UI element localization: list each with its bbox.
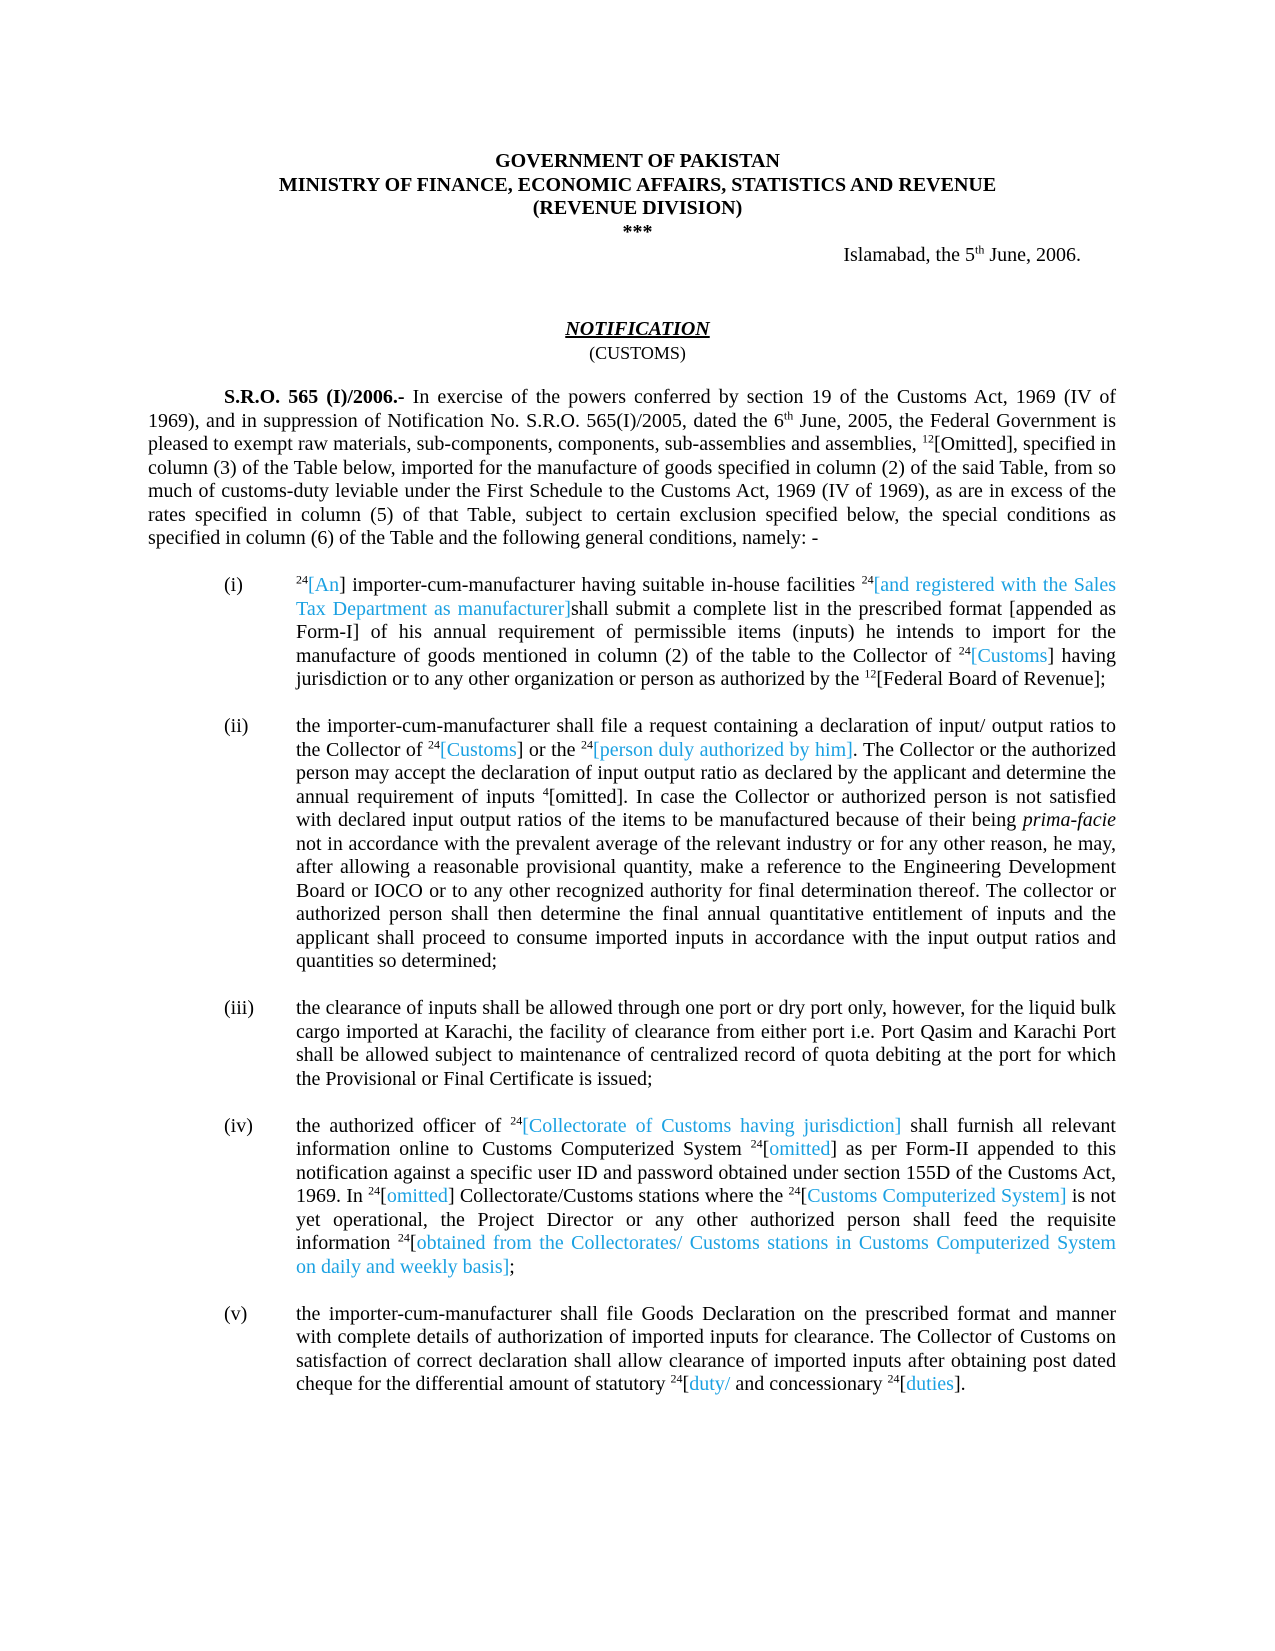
header-government: GOVERNMENT OF PAKISTAN	[495, 150, 780, 172]
condition-number: (i)	[224, 574, 243, 596]
body-text: the clearance of inputs shall be allowed through one port or dry port only, however, for the liquid bulk cargo imported at Karachi, the facility of clearance from either port i.e. Port Qasim and Karachi Port shall be allowed subject to maintenance of centralized record of quota debiting at the port for which the Provisional or Final Certificate is issued;	[296, 997, 1116, 1090]
notification-title: NOTIFICATION	[565, 318, 710, 340]
condition-item	[148, 1112, 1117, 1280]
body-text: [Federal Board of Revenue];	[876, 668, 1106, 690]
condition-text	[296, 997, 1116, 1091]
body-text: ;	[509, 1255, 515, 1278]
body-text: ] as per Form-II appended to this notification against a specific user ID and password obtained under section 155D of the Customs Act, 1969. In	[296, 1138, 1117, 1207]
header-stars: ***	[622, 220, 653, 243]
header-division: (REVENUE DIVISION)	[532, 197, 743, 219]
body-text: ] having jurisdiction or to any other organization or person as authorized by the	[296, 644, 1116, 690]
body-text: the authorized officer of	[296, 1114, 511, 1137]
footnote-ref: 24	[670, 1371, 683, 1386]
footnote-ref: 24	[368, 1183, 381, 1198]
condition-text	[296, 1112, 1117, 1280]
body-text: shall submit a complete list in the prescribed format [appended as Form-I] of his annual requirement of permissible items (inputs) he intends to import for the manufacture of goods mentioned in column (2) of the table to the Collector of	[296, 597, 1117, 667]
condition-item	[148, 715, 1116, 974]
footnote-ref: 24	[397, 1230, 410, 1245]
dateline-date: June, 2006.	[984, 244, 1081, 266]
amended-text: Customs Computerized System]	[807, 1185, 1067, 1207]
body-text: [	[682, 1373, 690, 1395]
body-text: [	[762, 1138, 770, 1160]
body-text: the importer-cum-manufacturer shall file Goods Declaration on the prescribed format and manner with complete details of authorization of imported inputs for clearance. The Collector of Customs on satisfaction of correct declaration shall allow clearance of imported inputs after obtaining post dated cheque for the differential amount of statutory	[296, 1302, 1116, 1395]
footnote-ref: 24	[788, 1183, 801, 1198]
body-text: . The Collector or the authorized person may accept the declaration of input output ratio as declared by the applicant and determine the annual requirement of inputs	[296, 738, 1116, 808]
amended-text: duty/	[689, 1373, 731, 1395]
footnote-ref: 24	[887, 1371, 900, 1386]
amended-text: [An	[308, 574, 340, 596]
italic-term: prima-facie	[1022, 809, 1116, 831]
dateline	[843, 244, 1081, 268]
condition-item	[148, 574, 1116, 692]
body-text: the importer-cum-manufacturer shall file a request containing a declaration of input/ output ratios to the Collector of	[296, 715, 1116, 761]
condition-text	[296, 715, 1116, 974]
intro-text: June, 2005, the Federal Government is pleased to exempt raw materials, sub-components, components, sub-assemblies and assemblies,	[148, 409, 1117, 455]
amended-text: duties	[906, 1373, 954, 1395]
dateline-sup: th	[974, 242, 985, 257]
footnote-ref: 24	[750, 1136, 763, 1151]
footnote-ref: 24	[861, 572, 874, 587]
header-ministry: MINISTRY OF FINANCE, ECONOMIC AFFAIRS, STATISTICS AND REVENUE	[278, 173, 997, 196]
footnote-ref: 24	[581, 736, 594, 751]
amended-text: [person duly authorized by him]	[593, 738, 853, 761]
condition-item	[148, 997, 1116, 1091]
body-text: and concessionary	[730, 1373, 888, 1395]
footnote-ref: 24	[510, 1112, 523, 1127]
body-text: ] Collectorate/Customs stations where the	[447, 1185, 789, 1207]
footnote-ref: 24	[296, 572, 308, 587]
notification-heading	[0, 318, 1275, 364]
condition-number: (iv)	[224, 1114, 253, 1137]
amended-text: [Customs	[970, 644, 1048, 667]
condition-item	[148, 1303, 1116, 1397]
condition-number: (ii)	[224, 715, 249, 737]
body-text: ].	[953, 1373, 966, 1395]
amended-text: [Customs	[440, 738, 517, 761]
amended-text: omitted	[386, 1185, 448, 1207]
intro-text: [Omitted], specified in column (3) of the Table below, imported for the manufacture of goods specified in column (2) of the said Table, from so much of customs-duty leviable under the First Schedule to the Customs Act, 1969 (IV of 1969), as are in excess of the rates specified in column (5) of that Table, subject to certain exclusion specified below, the special conditions as specified in column (6) of the Table and the following general conditions, namely: -	[148, 433, 1116, 549]
footnote-ref: th	[783, 407, 794, 422]
amended-text: [Collectorate of Customs having jurisdiction]	[522, 1114, 902, 1137]
footnote-ref: 12	[864, 666, 877, 681]
body-text: ] importer-cum-manufacturer having suitable in-house facilities	[339, 574, 862, 596]
dateline-text: Islamabad, the 5	[843, 244, 975, 266]
amended-text: [and registered with the Sales Tax Department as manufacturer]	[296, 574, 1117, 620]
condition-text	[296, 574, 1116, 692]
footnote-ref: 24	[958, 642, 971, 657]
condition-number: (v)	[224, 1302, 248, 1325]
body-text: is not yet operational, the Project Director or any other authorized person shall feed the requisite information	[296, 1185, 1116, 1254]
body-text: [	[899, 1373, 907, 1395]
document-header	[0, 150, 1275, 244]
condition-number: (iii)	[224, 997, 254, 1019]
body-text: [	[409, 1232, 417, 1254]
body-text: [	[380, 1185, 387, 1207]
body-text: [omitted]. In case the Collector or authorized person is not satisfied with declared input output ratios of the items to be manufactured because of their being	[296, 785, 1116, 831]
amended-text: obtained from the Collectorates/ Customs stations in Customs Computerized System on daily and weekly basis]	[296, 1232, 1116, 1278]
notification-subtitle: (CUSTOMS)	[589, 342, 686, 363]
footnote-ref: 4	[542, 783, 549, 798]
amended-text: omitted	[769, 1138, 831, 1160]
condition-text	[296, 1303, 1116, 1397]
intro-text: In exercise of the powers conferred by section 19 of the Customs Act, 1969 (IV of 1969), and in suppression of Notification No. S.R.O. 565(I)/2005, dated the 6	[148, 386, 1116, 432]
body-text: shall furnish all relevant information online to Customs Computerized System	[296, 1114, 1116, 1160]
footnote-ref: 12	[921, 431, 934, 446]
footnote-ref: 24	[428, 736, 441, 751]
conditions-list	[148, 574, 1116, 1420]
body-text: [	[800, 1185, 808, 1207]
body-text: ] or the	[516, 738, 582, 761]
sro-number: S.R.O. 565 (I)/2006.-	[224, 386, 405, 408]
body-text: not in accordance with the prevalent average of the relevant industry or for any other reason, he may, after allowing a reasonable provisional quantity, make a reference to the Engineering Development Board or IOCO or to any other recognized authority for final determination thereof. The collector or authorized person shall then determine the final annual quantitative entitlement of inputs and the applicant shall proceed to consume imported inputs in accordance with the input output ratios and quantities so determined;	[296, 832, 1116, 972]
intro-paragraph	[148, 386, 1116, 551]
